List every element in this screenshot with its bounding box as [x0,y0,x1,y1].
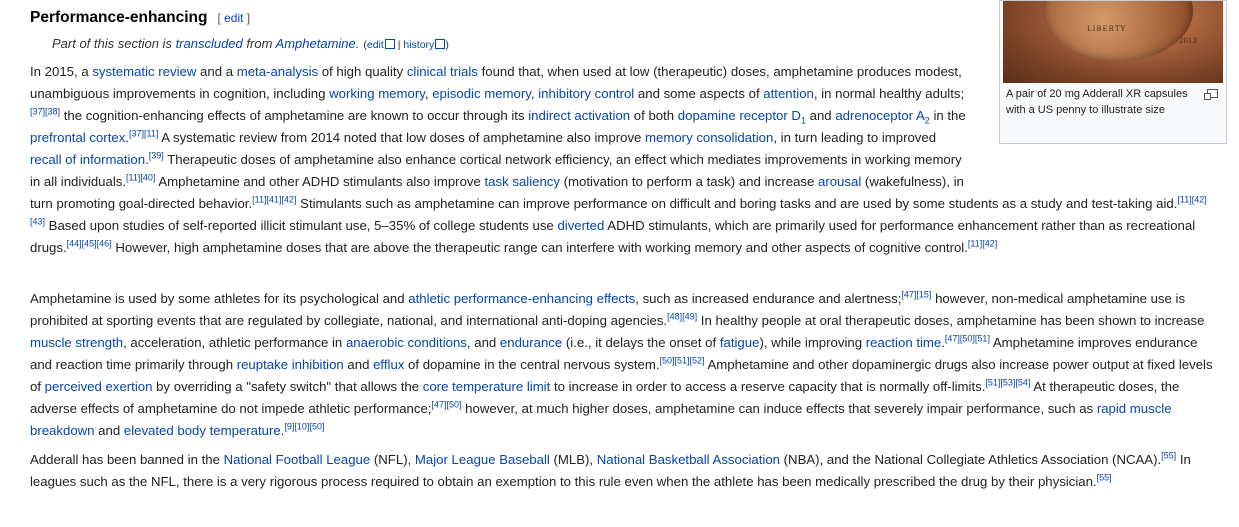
hatnote-history-link[interactable]: history [403,39,435,51]
text-run: and [343,357,374,372]
edit-bracket-close: ] [243,11,251,25]
citation[interactable]: [11][42][43] [30,194,1207,227]
text-run: (MLB), [549,452,597,467]
link-efflux[interactable]: efflux [373,357,405,372]
citation[interactable]: [50][51][52] [659,355,705,366]
link-athletic-performance[interactable]: athletic performance-enhancing effects [408,291,636,306]
link-nba[interactable]: National Basketball Association [596,452,780,467]
link-elevated-body-temperature[interactable]: elevated body temperature [123,423,281,438]
text-run: . [280,423,285,438]
text-run: . [145,152,149,167]
edit-bracket-open: [ [217,11,225,25]
text-run: In leagues such as the NFL, there is a very rigorous process required to obtain an exemption to this rule even when the athlete has been medically prescribed the drug by their physician. [30,452,1191,489]
text-run: Amphetamine and other ADHD stimulants also improve [155,174,485,189]
paren: ) [445,39,449,51]
text-run: , acceleration, athletic performance in [123,335,346,350]
text-run: (motivation to perform a task) and increase [560,174,818,189]
section-heading [30,9,250,27]
link-arousal[interactable]: arousal [818,174,862,189]
text-run: . [125,130,129,145]
link-memory-consolidation[interactable]: memory consolidation [645,130,774,145]
text-run: dopamine receptor D [677,108,801,123]
text-run: , and [466,335,500,350]
text-run: of high quality [318,64,407,79]
text-run: (i.e., it delays the onset of [562,335,720,350]
text-run: and [94,423,124,438]
link-indirect-activation[interactable]: indirect activation [528,108,631,123]
text-run: the cognition-enhancing effects of amphetamine are known to occur through its [60,108,529,123]
text-run: , in normal healthy adults; [813,86,965,101]
text-run: ), while improving [759,335,866,350]
figure-caption: A pair of 20 mg Adderall XR capsules with a US penny to illustrate size [1006,88,1188,116]
penny-capsules-image[interactable] [1003,1,1223,83]
hatnote-text: from [242,36,276,51]
link-dopamine-receptor[interactable] [677,108,806,126]
text-run: and some aspects of [634,86,764,101]
text-run: of dopamine in the central nervous system. [404,357,660,372]
citation[interactable]: [55] [1096,472,1112,483]
citation[interactable]: [47][15] [901,289,932,300]
text-run: Based upon studies of self-reported illicit stimulant use, 5–35% of college students use [45,218,558,233]
link-recall[interactable]: recall of information [30,152,146,167]
text-run: Therapeutic doses of amphetamine also enhance cortical network efficiency, an effect which mediates improvements in working memory in all individuals. [30,152,962,189]
text-run: Adderall has been banned in the [30,452,224,467]
text-run: (NFL), [370,452,415,467]
link-systematic-review[interactable]: systematic review [92,64,197,79]
citation[interactable]: [37][11] [128,128,159,139]
citation[interactable]: [55] [1161,450,1177,461]
text-run: 2 [924,115,930,126]
text-run: , in turn leading to improved [773,130,937,145]
text-run: and [805,108,836,123]
text-run: however, at much higher doses, amphetamine can induce effects that severely impair performance, such as [461,401,1097,416]
text-run: , [424,86,433,101]
link-attention[interactable]: attention [763,86,814,101]
link-prefrontal-cortex[interactable]: prefrontal cortex [30,130,126,145]
link-diverted[interactable]: diverted [557,218,605,233]
citation[interactable]: [47][50][51] [944,333,990,344]
citation[interactable]: [44][45][46] [66,238,112,249]
separator: | [394,39,404,51]
magnify-clip-icon[interactable] [1207,89,1218,98]
transcluded-link[interactable]: transcluded [175,36,243,51]
text-run: In healthy people at oral therapeutic doses, amphetamine has been shown to increase [697,313,1205,328]
text-run: , such as increased endurance and alertness; [635,291,902,306]
text-run: 1 [800,115,806,126]
link-fatigue[interactable]: fatigue [719,335,760,350]
text-run: Amphetamine improves endurance and reaction time primarily through [30,335,1198,372]
text-run: Amphetamine and other dopaminergic drugs also increase power output at fixed levels of [30,357,1213,394]
text-run: of both [630,108,678,123]
citation[interactable]: [11][42] [967,238,998,249]
text-run: Amphetamine is used by some athletes for its psychological and [30,291,409,306]
text-run: At therapeutic doses, the adverse effects of amphetamine do not impede athletic performance; [30,379,1180,416]
link-reuptake-inhibition[interactable]: reuptake inhibition [236,357,344,372]
section-title: Performance-enhancing [30,9,208,26]
text-run: . [941,335,945,350]
external-link-icon [435,39,445,49]
link-episodic-memory[interactable]: episodic memory [432,86,531,101]
link-nfl[interactable]: National Football League [223,452,371,467]
coin-text: LIBERTY [1087,25,1127,33]
link-inhibitory-control[interactable]: inhibitory control [538,86,635,101]
text-run: adrenoceptor A [835,108,925,123]
hatnote-text: Part of this section is [52,36,176,51]
external-link-icon [385,39,395,49]
hatnote-text: . [355,36,360,51]
link-anaerobic-conditions[interactable]: anaerobic conditions [345,335,467,350]
text-run: In 2015, a [30,64,93,79]
link-mlb[interactable]: Major League Baseball [414,452,550,467]
citation[interactable]: [37][38] [30,106,61,117]
citation[interactable]: [11][41][42] [252,194,297,205]
link-core-temperature-limit[interactable]: core temperature limit [422,379,551,394]
citation[interactable]: [51][53][54] [985,377,1031,388]
link-rapid-muscle-breakdown[interactable]: rapid muscle breakdown [30,401,1172,438]
link-clinical-trials[interactable]: clinical trials [406,64,478,79]
citation[interactable]: [47][50] [431,399,462,410]
text-run: to increase in order to access a reserve capacity that is normally off-limits. [550,379,986,394]
link-perceived-exertion[interactable]: perceived exertion [44,379,153,394]
text-run: in the [929,108,966,123]
citation[interactable]: [11][40] [126,172,156,183]
link-adrenoceptor[interactable] [835,108,930,126]
citation[interactable]: [48][49] [667,311,698,322]
paren: ( [363,39,367,51]
hatnote [52,36,449,51]
figure-thumbnail [999,0,1227,144]
text-run: However, high amphetamine doses that are above the therapeutic range can interfere with working memory and other aspects of cognitive control. [111,240,968,255]
text-run: however, non-medical amphetamine use is prohibited at sporting events that are regulated by collegiate, national, and international anti-doping agencies. [30,291,1186,328]
text-run: (wakefulness), in turn promoting goal-directed behavior. [30,174,964,211]
link-reaction-time[interactable]: reaction time [865,335,942,350]
citation[interactable]: [9][10][50] [284,421,325,432]
text-run: Stimulants such as amphetamine can improve performance on difficult and boring tasks and are used by some students as a study and test-taking aid. [296,196,1178,211]
link-working-memory[interactable]: working memory [329,86,425,101]
citation[interactable]: [39] [148,150,164,161]
text-run: A systematic review from 2014 noted that low doses of amphetamine also improve [158,130,646,145]
text-run: (NBA), and the National Collegiate Athletics Association (NCAA). [780,452,1162,467]
link-muscle-strength[interactable]: muscle strength [30,335,124,350]
paragraph-athletic [30,288,1222,442]
text-run: found that, when used at low (therapeutic) doses, amphetamine produces modest, unambiguous improvements in cognition, including [30,64,962,101]
text-run: ADHD stimulants, which are primarily used for performance enhancement rather than as recreational drugs. [30,218,1196,255]
amphetamine-link[interactable]: Amphetamine [275,36,356,51]
section-edit [217,11,250,25]
text-run: by overriding a "safety switch" that allows the [152,379,423,394]
text-run: and a [196,64,237,79]
coin-year: 2013 [1179,37,1197,45]
hatnote-tools [363,39,448,51]
hatnote-edit-link[interactable]: edit [366,39,384,51]
link-meta-analysis[interactable]: meta-analysis [236,64,319,79]
text-run: , [530,86,539,101]
paragraph-sports-leagues [30,449,1222,493]
link-endurance[interactable]: endurance [499,335,563,350]
link-task-saliency[interactable]: task saliency [484,174,560,189]
edit-section-link[interactable]: edit [224,11,244,25]
